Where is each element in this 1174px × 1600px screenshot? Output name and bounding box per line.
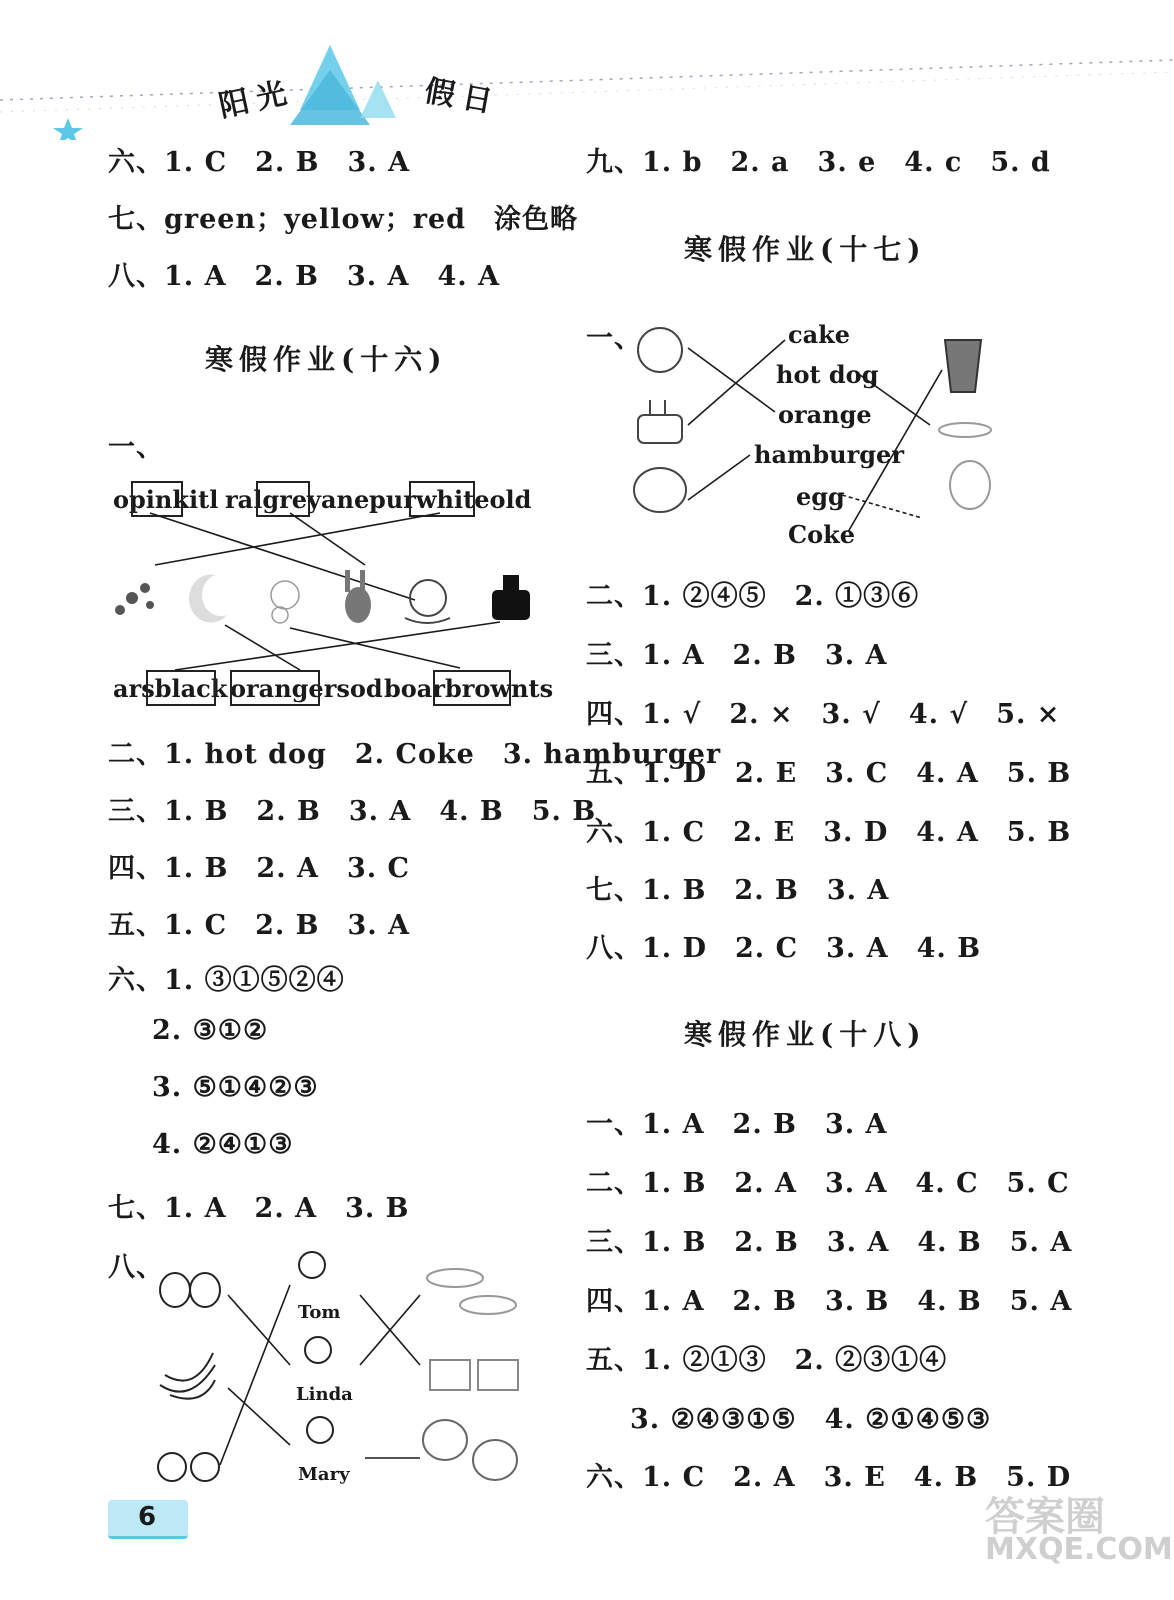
watermark-bottom: MXQE.COM: [985, 1532, 1173, 1567]
answer-line-6-4: 4. ②④①③: [152, 1129, 294, 1160]
header-left-title: 阳光: [215, 74, 298, 125]
answer-line-6-2: 2. ③①②: [152, 1015, 269, 1046]
section-title-18: 寒假作业(十八): [684, 1018, 927, 1051]
egg-icon: [950, 461, 990, 509]
name-label-linda: Linda: [296, 1384, 353, 1405]
answer-line-s6: 六、1. C 2. A 3. E 4. B 5. D: [586, 1462, 1072, 1493]
header-right-title: 假日: [421, 73, 503, 122]
answer-line-6: 六、1. C 2. B 3. A: [108, 147, 411, 178]
answer-line-r2: 二、1. ②④⑤ 2. ①③⑥: [586, 581, 920, 612]
food-label-orange: orange: [778, 400, 872, 429]
answer-line-s5-2: 3. ②④③①⑤ 4. ②①④⑤③: [630, 1404, 992, 1435]
answer-line-6-3: 3. ⑤①④②③: [152, 1072, 319, 1103]
puzzle-word-2: ralgreyane: [225, 485, 370, 514]
answer-line-r4: 四、1. √ 2. × 3. √ 4. √ 5. ×: [586, 699, 1061, 730]
puzzle-word-3: purwhiteold: [369, 485, 532, 514]
answer-line-6-1: 六、1. ③①⑤②④: [108, 965, 345, 996]
food-label-cake: cake: [788, 320, 851, 349]
answer-line-7: 七、green；yellow；red 涂色略: [108, 204, 579, 235]
answer-line-s2: 二、1. B 2. A 3. A 4. C 5. C: [586, 1168, 1070, 1199]
answer-line-r7: 七、1. B 2. B 3. A: [586, 875, 890, 906]
puzzle-word-6: boarbrownts: [384, 674, 554, 703]
puzzle-word-1: opinkitl: [113, 485, 219, 514]
answer-line-s1: 一、1. A 2. B 3. A: [586, 1109, 888, 1140]
answer-line-8: 八、1. A 2. B 3. A 4. A: [108, 261, 501, 292]
answer-line-2: 二、1. hot dog 2. Coke 3. hamburger: [108, 739, 722, 770]
food-label-hotdog: hot dog: [776, 360, 879, 389]
answer-line-s5-1: 五、1. ②①③ 2. ②③①④: [586, 1345, 948, 1376]
answer-line-r8: 八、1. D 2. C 3. A 4. B: [586, 933, 982, 964]
section-title-16: 寒假作业(十六): [205, 343, 448, 376]
cake-icon: [638, 400, 682, 443]
food-label-egg: egg: [796, 482, 845, 511]
section-title-17: 寒假作业(十七): [684, 233, 927, 266]
puzzle-word-4: arsblack: [113, 674, 228, 703]
orange-icon: [638, 328, 682, 372]
page-number: 6: [138, 1502, 157, 1532]
food-label-coke: Coke: [788, 520, 856, 549]
answer-line-r6: 六、1. C 2. E 3. D 4. A 5. B: [586, 817, 1072, 848]
puzzle-word-5: orangersod: [230, 674, 383, 703]
answer-line-s3: 三、1. B 2. B 3. A 4. B 5. A: [586, 1227, 1073, 1258]
watermark-top: 答案圈: [985, 1494, 1105, 1540]
hamburger-icon: [634, 468, 686, 512]
name-label-tom: Tom: [298, 1302, 341, 1323]
answer-line-5: 五、1. C 2. B 3. A: [108, 910, 411, 941]
question-1-label-17: 一、: [586, 323, 642, 354]
hotdog-icon: [939, 423, 991, 437]
answer-line-7b: 七、1. A 2. A 3. B: [108, 1193, 410, 1224]
answer-line-r5: 五、1. D 2. E 3. C 4. A 5. B: [586, 758, 1072, 789]
answer-line-r3: 三、1. A 2. B 3. A: [586, 640, 888, 671]
answer-line-3: 三、1. B 2. B 3. A 4. B 5. B: [108, 796, 597, 827]
question-1-label: 一、: [108, 432, 164, 463]
coke-cup-icon: [945, 340, 981, 392]
name-label-mary: Mary: [298, 1464, 350, 1485]
answer-line-s4: 四、1. A 2. B 3. B 4. B 5. A: [586, 1286, 1073, 1317]
food-label-hamburger: hamburger: [754, 440, 904, 469]
page-number-badge: [108, 1500, 188, 1539]
answer-line-r9: 九、1. b 2. a 3. e 4. c 5. d: [586, 147, 1051, 178]
answer-line-4: 四、1. B 2. A 3. C: [108, 853, 411, 884]
answer-line-8b: 八、: [108, 1252, 164, 1283]
